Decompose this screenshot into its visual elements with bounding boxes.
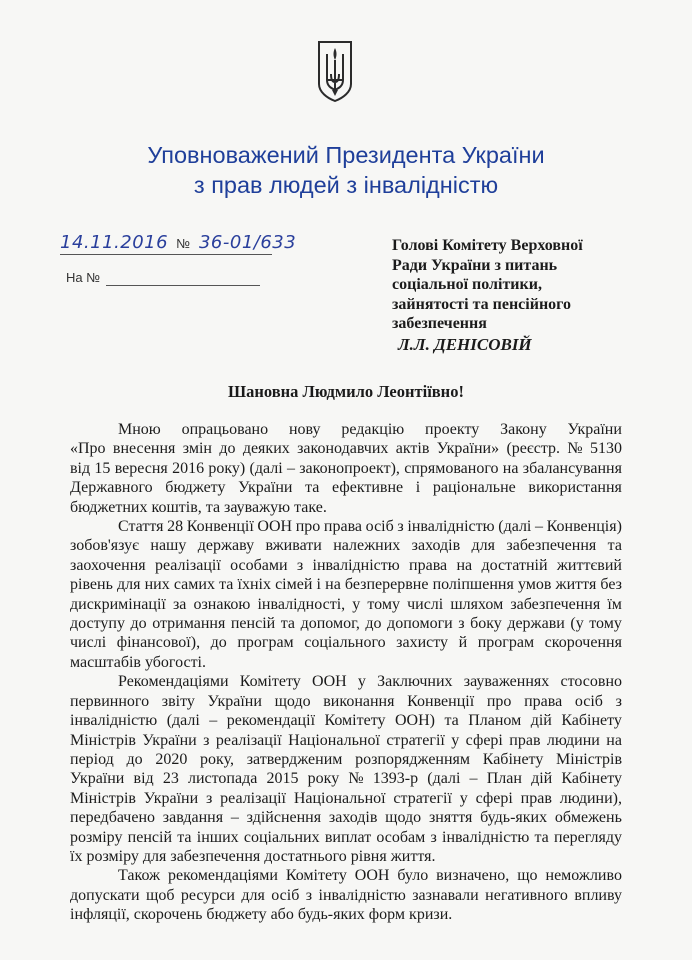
body-line: передбачено завдання – здійснення заходів щодо зняття будь-яких обмежень [70,809,622,827]
letter-body [70,420,622,925]
registration-number: 36-01/633 [198,232,297,253]
addressee-line: забезпечення [392,315,487,332]
body-paragraph [70,866,622,924]
body-line: зобов'язує нашу державу вживати належних заходів для забезпечення та [70,537,622,555]
body-line: дискримінації за ознакою інвалідності, у тому числі шляхом забезпечення їм [70,595,622,613]
body-line: допускати щоб ресурси для осіб з інвалідністю зазнавали негативного впливу [70,886,622,904]
body-paragraph [70,517,622,672]
body-line: від 15 вересня 2016 року) (далі – законопроект), спрямованого на збалансування [70,459,622,477]
addressee-line: Голові Комітету Верховної [392,237,583,254]
org-line-1: Уповноважений Президента України [147,142,545,168]
body-line: масштабів убогості. [70,653,206,671]
body-line: інфляції, скорочень бюджету або будь-яких форм кризи. [70,906,453,924]
body-line: рівень для них самих та їхніх сімей і на безперервне поліпшення умов життя без [70,576,622,594]
body-line: Стаття 28 Конвенції ООН про права осіб з інвалідністю (далі – Конвенція) [118,518,622,536]
body-line: Міністрів України з реалізації Національної стратегії у сфері прав людини на [70,731,622,749]
body-paragraph [70,672,622,866]
body-line: інвалідністю (далі – рекомендації Комітету ООН) та Планом дій Кабінету [70,712,622,730]
body-line: Рекомендаціями Комітету ООН у Заключних зауваженнях стосовно [118,673,622,691]
body-line: період до 2020 року, затвердженим розпорядженням Кабінету Міністрів [70,750,622,768]
salutation: Шановна Людмило Леонтіївно! [228,382,464,401]
trident-emblem-icon [316,40,354,102]
reply-reference-line [106,285,260,286]
body-line: Також рекомендаціями Комітету ООН було визначено, що неможливо [118,867,622,885]
addressee-name: Л.Л. ДЕНІСОВІЙ [398,334,532,354]
number-label: № [176,236,191,251]
reply-reference-label: На № [66,270,101,285]
registration-date: 14.11.2016 [60,232,169,253]
body-paragraph [70,420,622,517]
body-line: розміру пенсій та інших соціальних виплат особам з інвалідністю та перегляду [70,828,622,846]
body-line: Державного бюджету України та ефективне і раціональне використання [70,479,622,497]
body-line: первинного звіту України щодо виконання Конвенції про права осіб з [70,692,622,710]
body-line: Міністрів України з реалізації Національної стратегії у сфері прав людини), [70,789,622,807]
organization-title [0,140,692,200]
registration-line [60,232,296,253]
addressee-line: Ради України з питань [392,256,558,274]
org-line-2: з прав людей з інвалідністю [193,172,499,198]
addressee-line: зайнятості та пенсійного [392,295,572,313]
body-line: заохочення реалізації особами з інвалідністю права на достатній життєвий [70,556,622,574]
body-line: доступу до отримання пенсій та допомог, до допомоги з боку держави (у тому [70,615,622,633]
registration-underline [60,254,272,255]
body-line: їх розміру для забезпечення достатнього рівня життя. [70,847,436,865]
body-line: «Про внесення змін до деяких законодавчих актів України» (реєстр. № 5130 [70,440,622,458]
body-line: України від 23 листопада 2015 року № 1393-р (далі – План дій Кабінету [70,770,622,788]
body-line: бюджетних коштів, та зауважую таке. [70,498,327,516]
addressee-block [392,236,583,354]
body-line: Мною опрацьовано нову редакцію проекту Закону України [118,421,622,438]
body-line: числі фінансової), до програм соціального захисту й програм скорочення [70,634,622,652]
addressee-line: соціальної політики, [392,276,542,293]
